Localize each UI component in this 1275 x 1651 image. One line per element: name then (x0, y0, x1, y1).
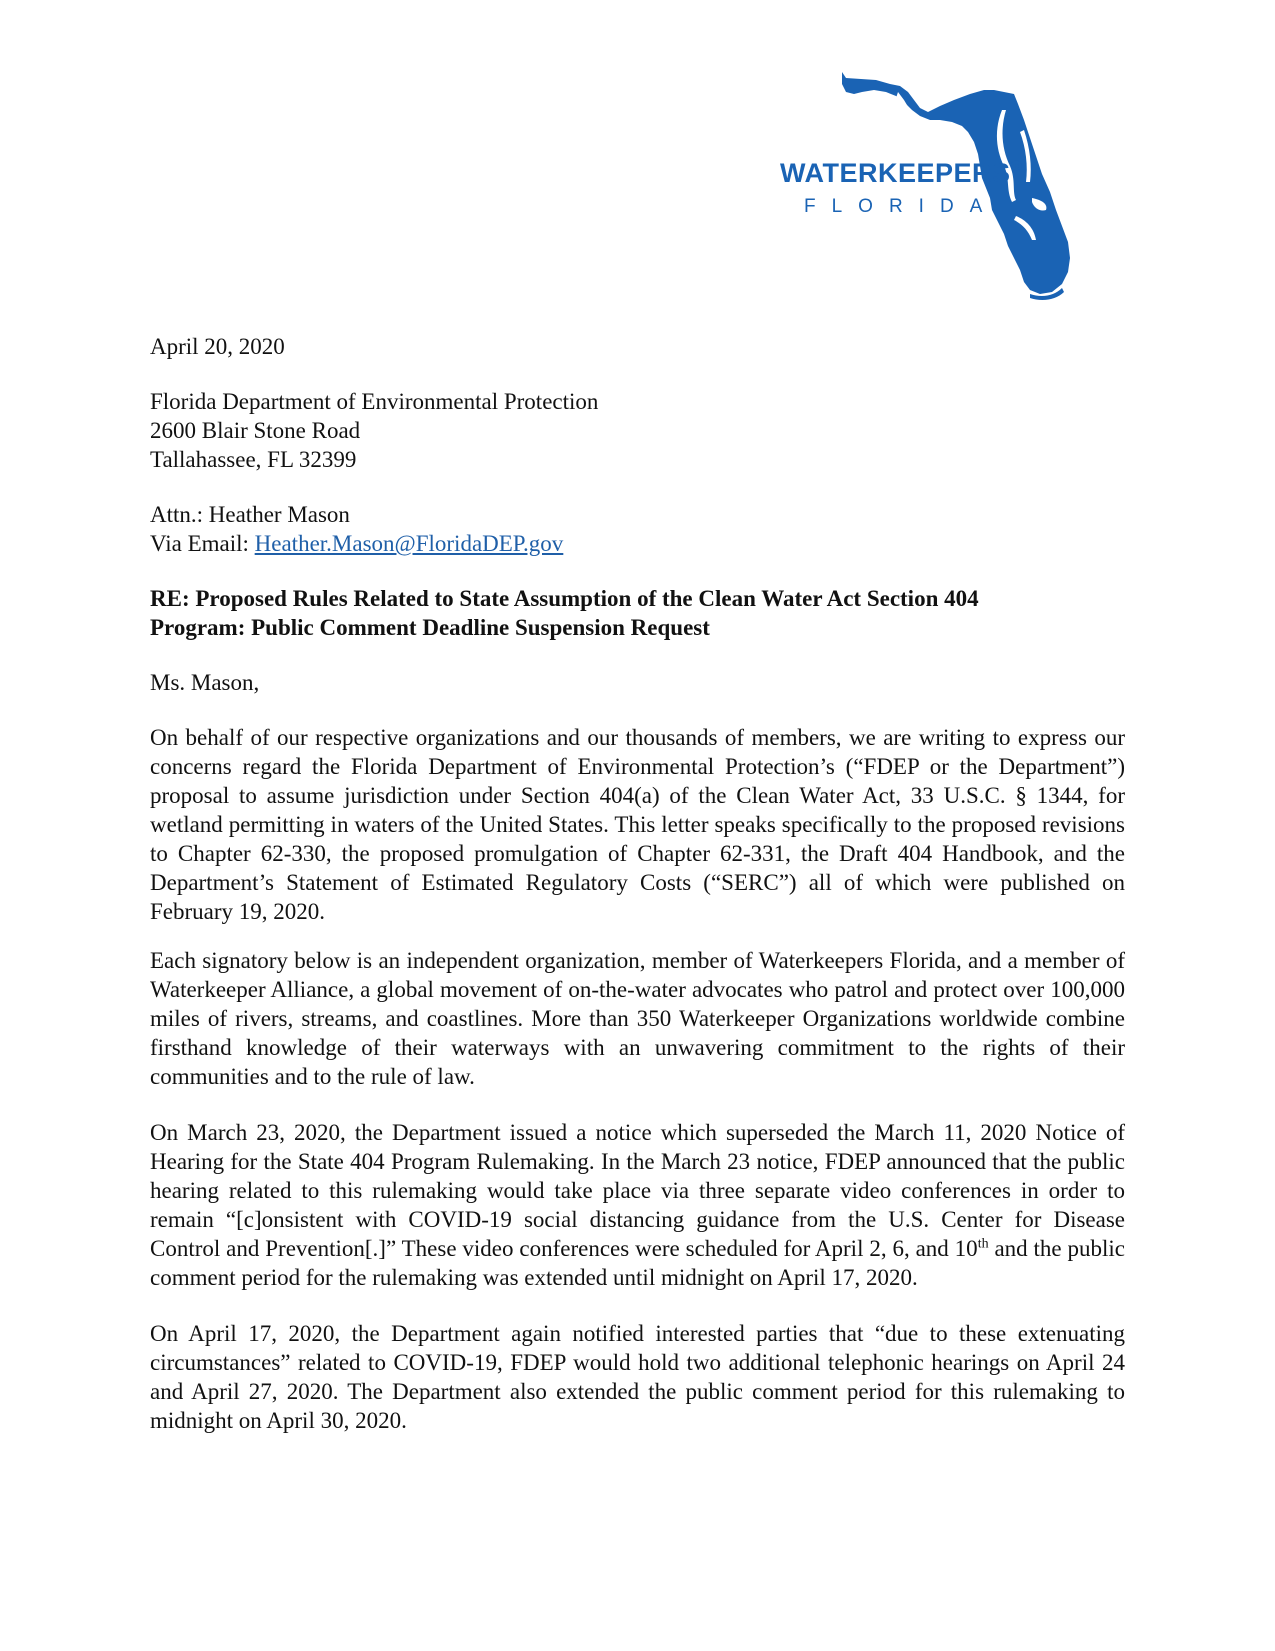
paragraph-2: Each signatory below is an independent organization, member of Waterkeepers Florida, and a member of Waterkeeper Alliance, a global movement of on-the-water advocates who patrol and protect over 100,000 miles of rivers, streams, and coastlines. More than 350 Waterkeeper Organizations worldwide combine firsthand knowledge of their waterways with an unwavering commitment to the rights of their communities and to the rule of law. (150, 948, 1125, 1089)
logo-wordmark: WATERKEEPERS® (780, 158, 1023, 188)
letter-body (150, 332, 1125, 1455)
recipient-org: Florida Department of Environmental Protection (150, 389, 599, 414)
registered-mark: ® (1010, 158, 1023, 175)
via-email-line (150, 529, 1125, 558)
paragraph-3: On March 23, 2020, the Department issued a notice which superseded the March 11, 2020 Notice of Hearing for the State 404 Program Rulemaking. In the March 23 notice, FDEP announced that the public hearing related to this rulemaking would take place via three separate video conferences in order to remain “[c]onsistent with COVID-19 social distancing guidance from the U.S. Center for Disease Control and Prevention[.]” These video conferences were scheduled for April 2, 6, and 10th and the public comment period for the rulemaking was extended until midnight on April 17, 2020. (150, 1120, 1126, 1290)
logo-subtitle: FLORIDA (804, 196, 999, 217)
subject-line-2: Program: Public Comment Deadline Suspension Request (150, 615, 710, 640)
subject-line (150, 584, 1125, 642)
florida-map-icon (780, 70, 1130, 310)
paragraph-4: On April 17, 2020, the Department again notified interested parties that “due to these extenuating circumstances” related to COVID-19, FDEP would hold two additional telephonic hearings on April 24 and April 27, 2020. The Department also extended the public comment period for this rulemaking to midnight on April 30, 2020. (150, 1321, 1125, 1433)
ordinal-superscript: th (977, 1236, 989, 1252)
via-email-label: Via Email: (150, 531, 255, 556)
email-link[interactable]: Heather.Mason@FloridaDEP.gov (254, 531, 564, 556)
recipient-street: 2600 Blair Stone Road (150, 418, 361, 443)
paragraph-1: On behalf of our respective organizations and our thousands of members, we are writing to express our concerns regard the Florida Department of Environmental Protection’s (“FDEP or the Department”) proposal to assume jurisdiction under Section 404(a) of the Clean Water Act, 33 U.S.C. § 1344, for wetland permitting in waters of the United States. This letter speaks specifically to the proposed revisions to Chapter 62-330, the proposed promulgation of Chapter 62-331, the Draft 404 Handbook, and the Department’s Statement of Estimated Regulatory Costs (“SERC”) all of which were published on February 19, 2020. (150, 725, 1125, 924)
attn-line: Attn.: Heather Mason (150, 502, 350, 527)
recipient-city: Tallahassee, FL 32399 (150, 447, 357, 472)
subject-line-1: RE: Proposed Rules Related to State Assumption of the Clean Water Act Section 404 (150, 586, 979, 611)
letter-date: April 20, 2020 (150, 334, 285, 359)
waterkeepers-florida-logo (780, 70, 1130, 310)
recipient-address (150, 387, 1125, 474)
attention-block (150, 500, 1125, 558)
salutation: Ms. Mason, (150, 670, 260, 695)
